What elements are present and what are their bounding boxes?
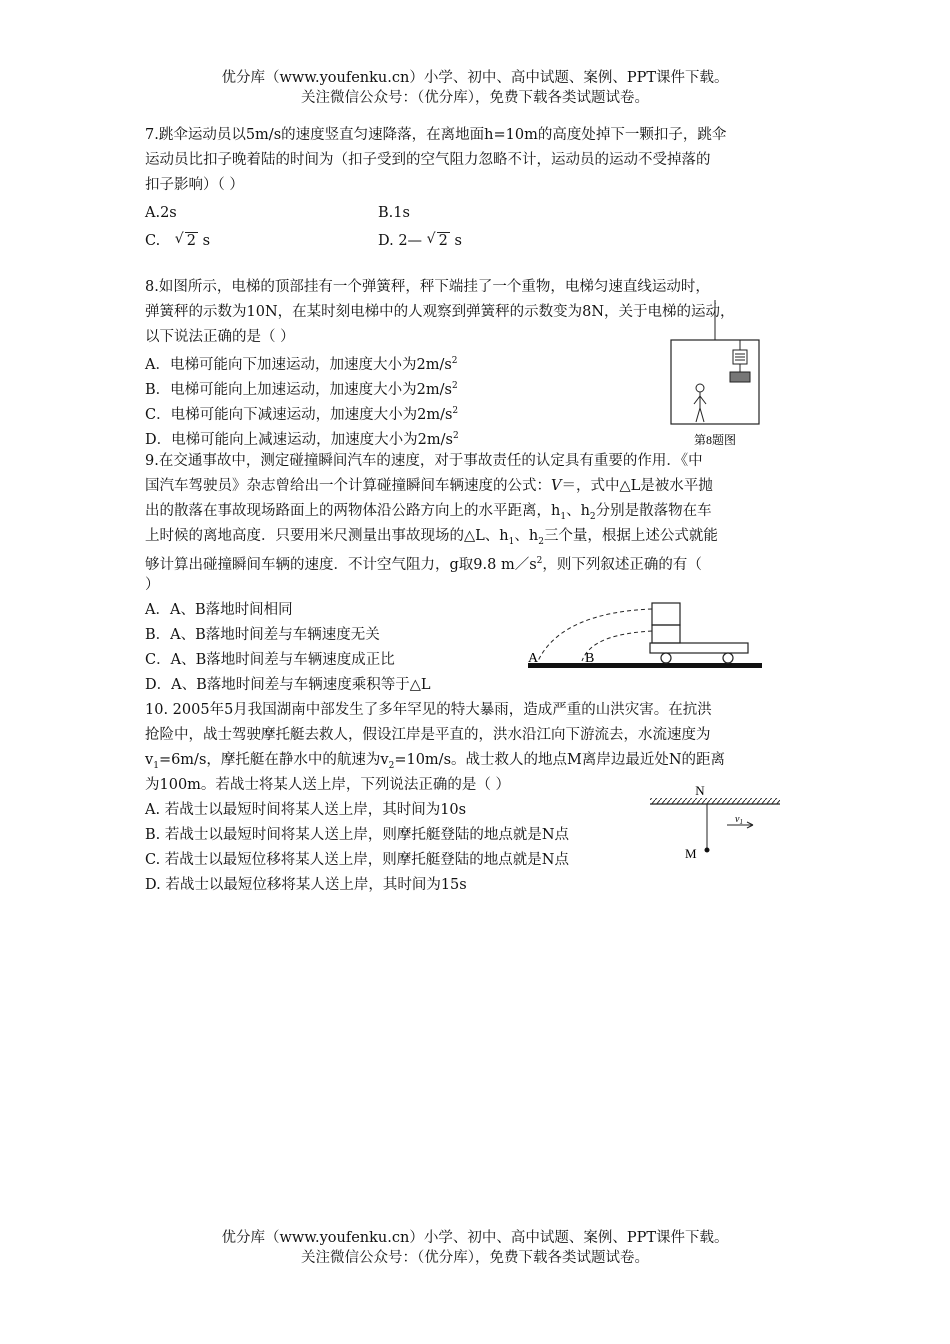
q9-line3-text: 分别是散落物在车 xyxy=(595,503,712,519)
q7-line: 扣子影响）（ ） xyxy=(145,177,244,193)
q8-option-b xyxy=(145,375,458,401)
trajectory-a xyxy=(538,609,652,661)
q8-option-d xyxy=(145,425,459,451)
q7-option-c xyxy=(145,230,210,252)
figure-caption: 第8题图 xyxy=(693,433,737,447)
q7-option-d-unit: s xyxy=(454,233,462,249)
elevator-figure xyxy=(660,300,780,452)
q10-line: 为100m。若战士将某人送上岸，下列说法正确的是（ ） xyxy=(145,777,511,793)
velocity-symbol: v xyxy=(735,814,740,825)
q9-line5-text: 够计算出碰撞瞬间车辆的速度．不计空气阻力，g取9.8 m／s xyxy=(145,556,537,573)
q7-line: 运动员比扣子晚着陆的时间为（扣子受到的空气阻力忽略不计，运动员的运动不受掉落的 xyxy=(145,152,711,168)
q10-line3-text: =6m/s，摩托艇在静水中的航速为v xyxy=(158,752,389,768)
q9-line: ） xyxy=(145,577,160,593)
q9-option-b: B．A、B落地时间差与车辆速度无关 xyxy=(145,627,380,643)
person-icon xyxy=(694,384,706,422)
q8-line: 弹簧秤的示数为10N，在某时刻电梯中的人观察到弹簧秤的示数变为8N，关于电梯的运动， xyxy=(145,304,735,320)
q10-line3-text: v xyxy=(145,752,154,768)
q8-option-d-text: D．电梯可能向上减速运动，加速度大小为2m/s xyxy=(145,431,453,448)
subscript: 1 xyxy=(560,511,567,522)
exponent: 2 xyxy=(451,381,458,391)
riverbank-hatch xyxy=(650,798,780,804)
page-footer-line2: 关注微信公众号：（优分库），免费下载各类试题试卷。 xyxy=(301,1250,649,1266)
cargo-box-bottom xyxy=(652,625,680,643)
sqrt-symbol: √ 2 xyxy=(174,231,197,249)
q9-option-c: C．A、B落地时间差与车辆速度成正比 xyxy=(145,652,395,668)
velocity-symbol: V xyxy=(551,478,562,494)
q9-line: 9.在交通事故中，测定碰撞瞬间汽车的速度，对于事故责任的认定具有重要的作用．《中 xyxy=(145,453,703,469)
river-figure xyxy=(645,782,785,862)
exponent: 2 xyxy=(452,431,459,441)
page-header-line2: 关注微信公众号：（优分库），免费下载各类试题试卷。 xyxy=(301,90,649,106)
q9-line xyxy=(145,500,712,528)
q9-line xyxy=(145,475,713,497)
subscript: 1 xyxy=(508,536,515,547)
q8-line: 8.如图所示，电梯的顶部挂有一个弹簧秤，秤下端挂了一个重物，电梯匀速直线运动时， xyxy=(145,279,710,295)
road-surface xyxy=(528,663,762,668)
q7-option-d-radicand: 2 xyxy=(438,233,448,249)
wheel-icon xyxy=(661,653,671,663)
spring-scale-icon xyxy=(733,340,747,372)
cargo-box-top xyxy=(652,603,680,625)
q7-option-c-radicand: 2 xyxy=(186,233,197,249)
q9-line4-text: 上时候的离地高度．只要用米尺测量出事故现场的△L、h xyxy=(145,528,509,544)
label-v1 xyxy=(735,814,743,826)
subscript: 1 xyxy=(153,760,159,771)
q7-option-d xyxy=(378,230,462,252)
q7-line: 7.跳伞运动员以5m/s的速度竖直匀速降落，在离地面h=10m的高度处掉下一颗扣子，跳伞 xyxy=(145,127,727,143)
q9-option-d: D．A、B落地时间差与车辆速度乘积等于△L xyxy=(145,677,431,693)
q10-line: 10. 2005年5月我国湖南中部发生了多年罕见的特大暴雨，造成严重的山洪灾害。在抗洪 xyxy=(145,702,712,718)
q7-option-d-label: D. 2— xyxy=(378,233,423,249)
q7-option-c-unit: s xyxy=(202,233,211,249)
subscript: 2 xyxy=(589,511,596,522)
sqrt-symbol: √ 2 xyxy=(426,231,448,249)
weight-block xyxy=(730,372,750,382)
q9-line3-text: 、h xyxy=(566,503,590,519)
exponent: 2 xyxy=(451,356,458,366)
q10-line: 抢险中，战士驾驶摩托艇去救人，假设江岸是平直的，洪水沿江向下游流去，水流速度为 xyxy=(145,727,711,743)
page-footer-line1: 优分库（www.youfenku.cn）小学、初中、高中试题、案例、PPT课件下载。 xyxy=(221,1230,729,1246)
q9-line4-text: 三个量，根据上述公式就能 xyxy=(543,528,718,544)
q8-option-c xyxy=(145,400,458,426)
q7-option-a: A.2s xyxy=(145,205,177,221)
exponent: 2 xyxy=(536,556,543,566)
label-m: M xyxy=(685,846,697,861)
subscript: 2 xyxy=(388,760,395,771)
q7-option-b: B.1s xyxy=(378,205,410,221)
truck-bed xyxy=(650,643,748,653)
label-n: N xyxy=(695,783,705,798)
q9-line xyxy=(145,525,718,553)
q9-option-a: A．A、B落地时间相同 xyxy=(145,602,293,618)
subscript: 1 xyxy=(739,818,743,826)
q10-line xyxy=(145,749,725,777)
q10-option-a: A. 若战士以最短时间将某人送上岸，其时间为10s xyxy=(145,802,467,818)
label-a: A xyxy=(528,651,539,666)
q9-line3-text: 出的散落在事故现场路面上的两物体沿公路方向上的水平距离，h xyxy=(145,503,561,519)
page-header-line1: 优分库（www.youfenku.cn）小学、初中、高中试题、案例、PPT课件下载。 xyxy=(221,70,729,86)
truck-figure xyxy=(520,595,770,675)
q8-line: 以下说法正确的是（ ） xyxy=(145,329,295,345)
subscript: 2 xyxy=(538,536,544,547)
q9-line2-text: 国汽车驾驶员》杂志曾给出一个计算碰撞瞬间车辆速度的公式： xyxy=(145,478,551,494)
wheel-icon xyxy=(723,653,733,663)
q7-option-c-label: C. xyxy=(145,233,161,249)
q8-option-a-text: A．电梯可能向下加速运动，加速度大小为2m/s xyxy=(145,356,452,373)
q9-line2-text: ＝，式中△L是被水平抛 xyxy=(561,478,713,494)
q9-line xyxy=(145,550,702,576)
point-m xyxy=(705,848,710,853)
label-b: B xyxy=(585,651,595,666)
q9-line4-text: 、h xyxy=(514,528,539,544)
q10-option-c: C. 若战士以最短位移将某人送上岸，则摩托艇登陆的地点就是N点 xyxy=(145,852,569,868)
q8-option-a xyxy=(145,350,458,376)
q10-line3-text: =10m/s。战士救人的地点M离岸边最近处N的距离 xyxy=(394,752,726,768)
q9-line5-text: ，则下列叙述正确的有（ xyxy=(542,556,702,573)
q8-option-c-text: C．电梯可能向下减速运动，加速度大小为2m/s xyxy=(145,406,453,423)
q8-option-b-text: B．电梯可能向上加速运动，加速度大小为2m/s xyxy=(145,381,452,398)
q10-option-b: B. 若战士以最短时间将某人送上岸，则摩托艇登陆的地点就是N点 xyxy=(145,827,570,843)
exponent: 2 xyxy=(452,406,459,416)
q10-option-d: D. 若战士以最短位移将某人送上岸，其时间为15s xyxy=(145,877,467,893)
